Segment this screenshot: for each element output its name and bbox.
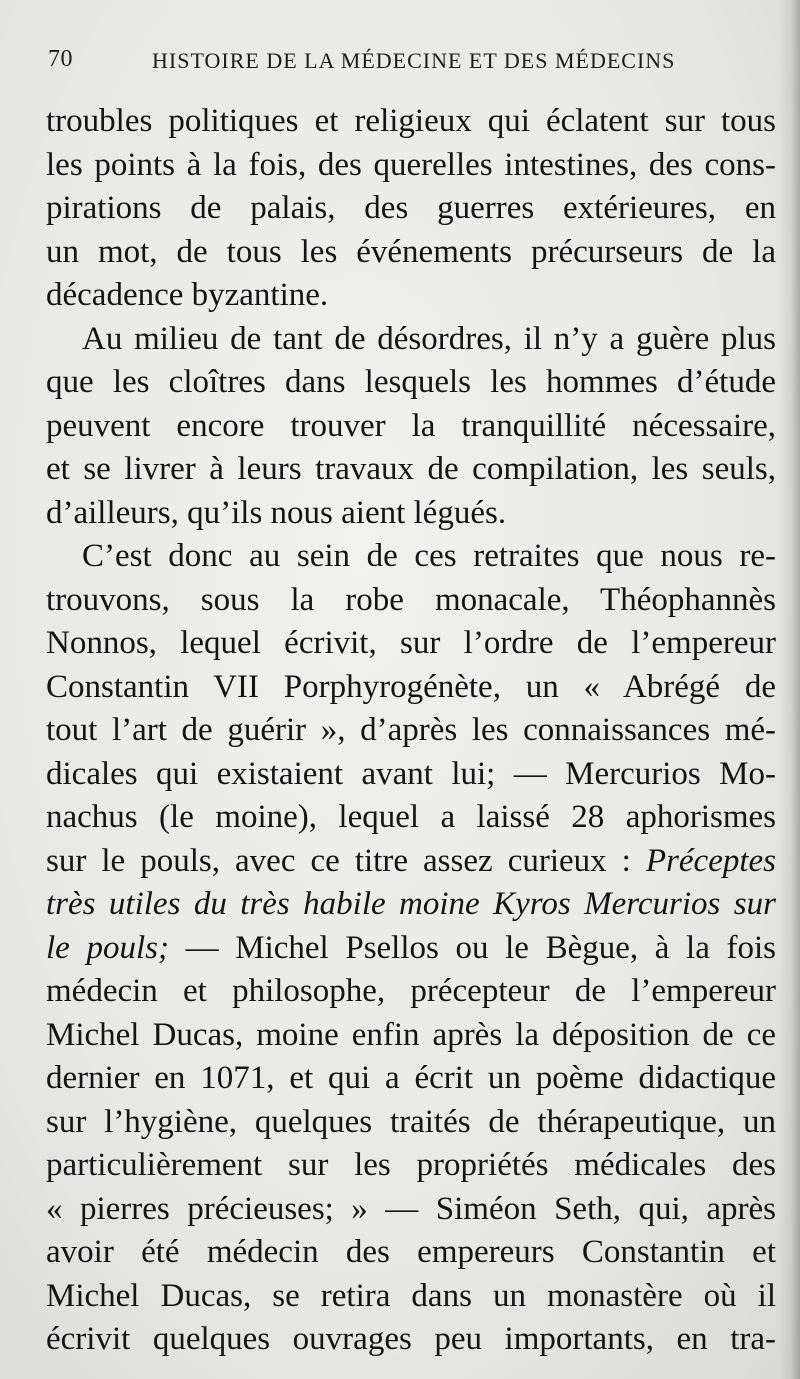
body-text [46,100,776,1362]
page-number: 70 [48,46,73,72]
italic-title-segment: Préceptes [645,842,776,879]
text-line: et se livrer à leurs travaux de compilation, les seuls, [46,451,776,487]
text-line: peuvent encore trouver la tranquillité nécessaire, [46,407,776,444]
text-line [46,927,776,971]
running-head: HISTOIRE DE LA MÉDECINE ET DES MÉDECINS [152,48,676,73]
text-line: les points à la fois, des querelles intestines, des cons- [46,146,776,183]
text-segment: — Michel Psellos ou le Bègue, à la fois [185,929,776,966]
text-line: dernier en 1071, et qui a écrit un poème didactique [46,1060,776,1096]
text-line: écrivit quelques ouvrages peu importants, en tra- [46,1321,776,1357]
italic-title-segment: le pouls; [46,929,169,966]
text-line: Michel Ducas, se retira dans un monastère où il [46,1277,776,1314]
text-line: décadence byzantine. [46,277,329,313]
text-line: Nonnos, lequel écrivit, sur l’ordre de l’empereur [46,625,776,661]
text-line: C’est donc au sein de ces retraites que nous re- [82,538,776,574]
text-line: pirations de palais, des guerres extérieures, en [46,190,776,226]
text-line: trouvons, sous la robe monacale, Théophannès [46,581,776,618]
text-line: « pierres précieuses; » — Siméon Seth, qui, après [46,1190,776,1227]
text-line: Michel Ducas, moine enfin après la déposition de ce [46,1016,776,1053]
text-line: tout l’art de guérir », d’après les connaissances mé- [46,712,776,748]
page-edge-shadow [778,0,800,1379]
text-line [46,883,776,927]
italic-title-segment: très utiles du très habile moine Kyros Mercurios sur [46,886,776,922]
text-line: sur l’hygiène, quelques traités de thérapeutique, un [46,1103,776,1140]
text-line: que les cloîtres dans lesquels les hommes d’étude [46,364,776,400]
text-segment: sur le pouls, avec ce titre assez curieux : [46,842,631,879]
text-line: Constantin VII Porphyrogénète, un « Abrégé de [46,668,776,705]
text-line: particulièrement sur les propriétés médicales des [46,1147,776,1183]
page-header [48,40,768,80]
text-line: médecin et philosophe, précepteur de l’empereur [46,973,776,1009]
text-line: nachus (le moine), lequel a laissé 28 aphorismes [46,799,776,835]
text-line: dicales qui existaient avant lui; — Mercurios Mo- [46,755,776,792]
text-line: d’ailleurs, qu’ils nous aient légués. [46,494,507,531]
text-line: un mot, de tous les événements précurseurs de la [46,233,776,270]
text-line: troubles politiques et religieux qui éclatent sur tous [46,103,776,139]
text-line: avoir été médecin des empereurs Constantin et [46,1234,776,1270]
text-line: Au milieu de tant de désordres, il n’y a guère plus [82,320,776,357]
text-line [46,840,776,884]
